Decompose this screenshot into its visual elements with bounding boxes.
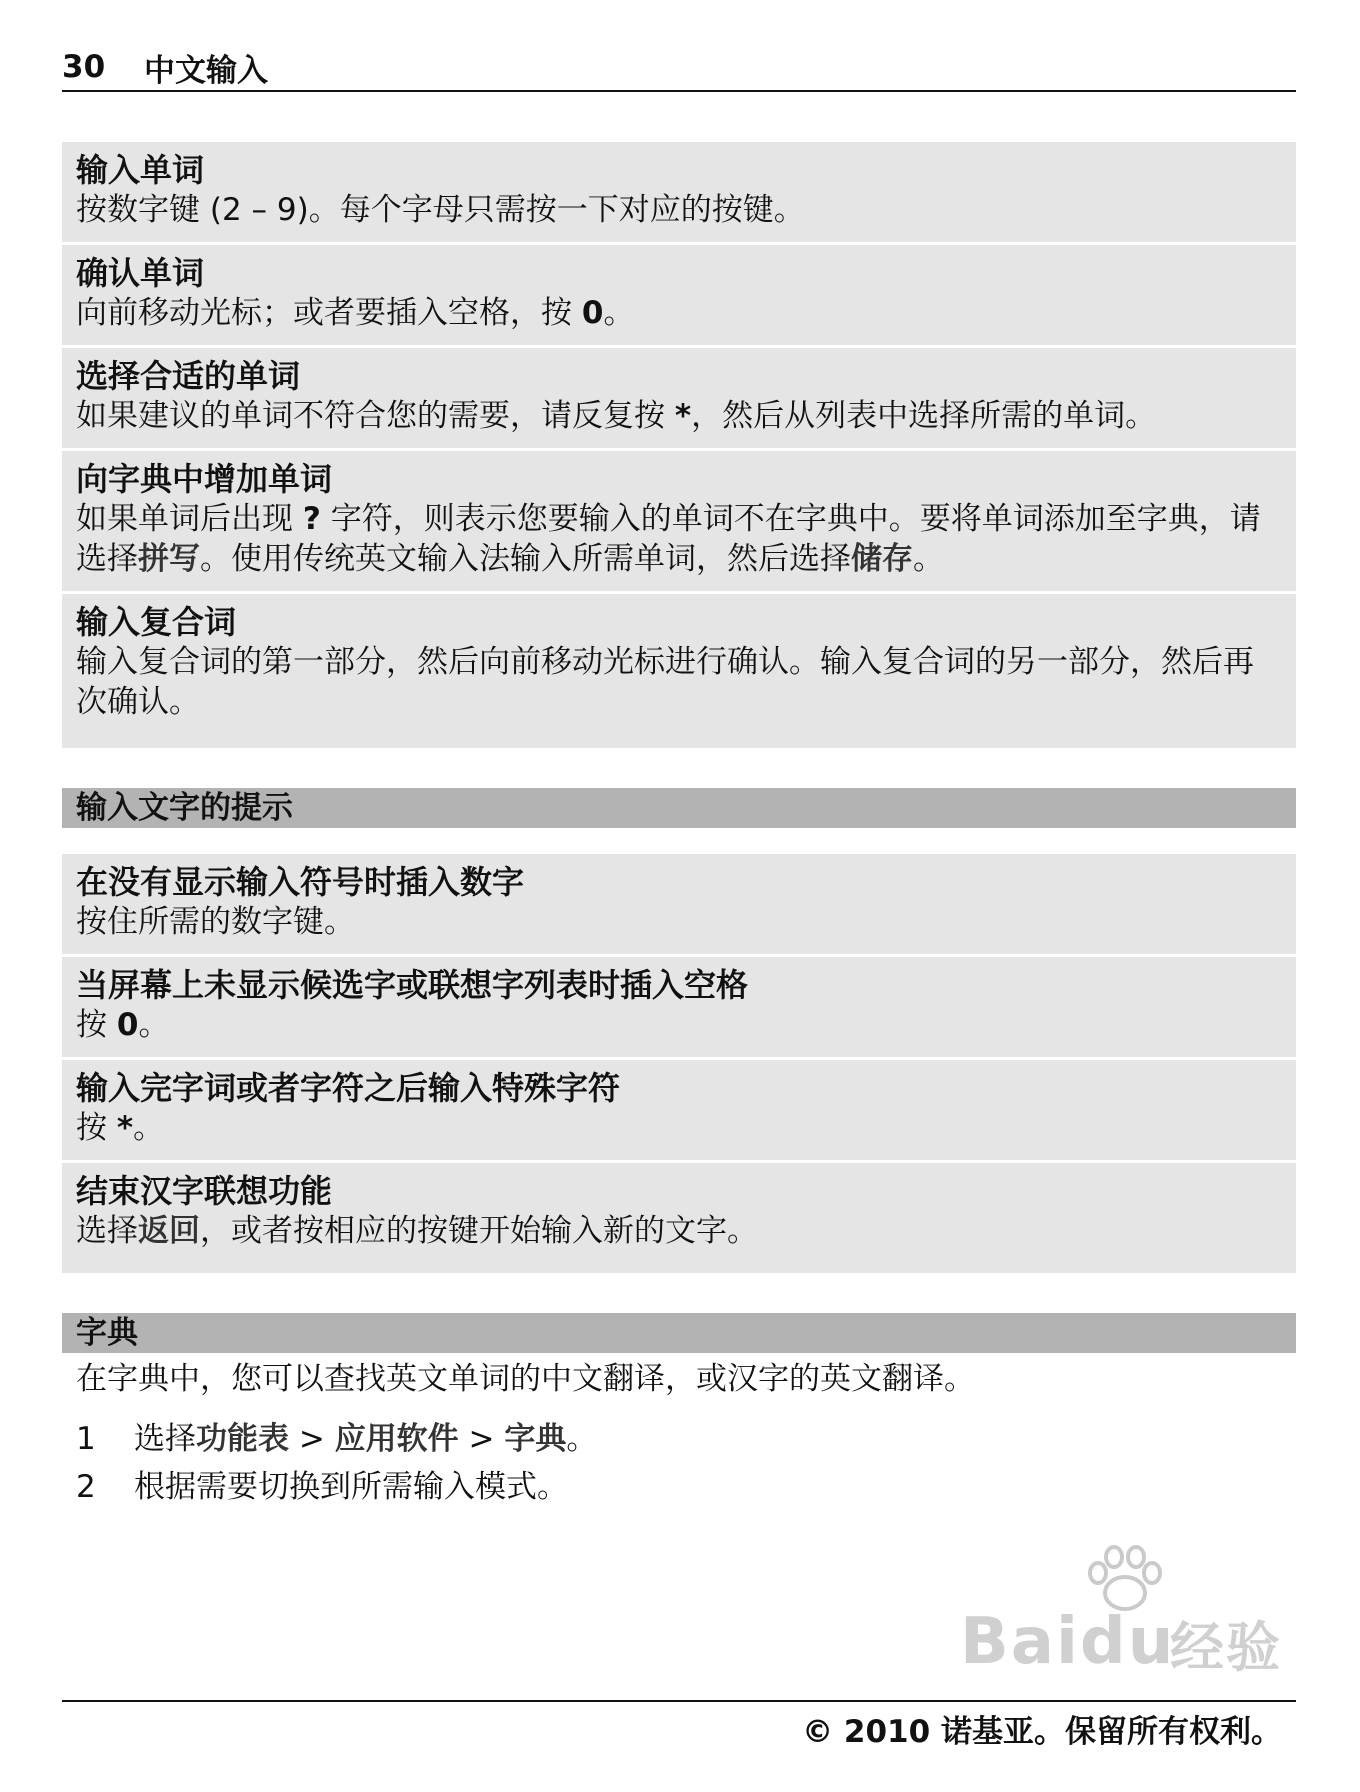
table-row [62,142,1296,242]
table-row [62,954,1296,1057]
table-row [62,448,1296,591]
baidu-watermark [960,1605,1290,1685]
key-label: 0 [581,295,604,331]
row-body: 按 0。 [76,1007,170,1043]
row-body: 如果建议的单词不符合您的需要，请反复按 *，然后从列表中选择所需的单词。 [76,398,1157,434]
page-footer [62,1700,1296,1754]
watermark-suffix: 经验 [1170,1616,1282,1679]
step-number: 1 [76,1421,96,1457]
row-title: 输入复合词 [76,603,237,641]
key-label: * [116,1110,134,1146]
tips-table [62,854,1296,1273]
menu-option: 功能表 [196,1421,289,1457]
step-text: 根据需要切换到所需输入模式。 [134,1469,568,1505]
table-row [62,591,1296,748]
section-heading: 输入文字的提示 [62,788,1296,828]
row-body: 按住所需的数字键。 [76,904,355,940]
section-intro: 在字典中，您可以查找英文单词的中文翻译，或汉字的英文翻译。 [76,1361,975,1397]
watermark-brand: Baidu [960,1605,1176,1679]
menu-option: 字典 [504,1421,567,1457]
row-body: 输入复合词的第一部分，然后向前移动光标进行确认。输入复合词的另一部分，然后再次确认。 [76,644,1254,720]
table-row [62,242,1296,345]
row-body: 如果单词后出现 ? 字符，则表示您要输入的单词不在字典中。要将单词添加至字典，请选择拼写。使用传统英文输入法输入所需单词，然后选择储存。 [76,501,1261,577]
table-row [62,1160,1296,1273]
section-heading: 字典 [62,1313,1296,1353]
row-title: 当屏幕上未显示候选字或联想字列表时插入空格 [76,966,749,1004]
row-title: 输入单词 [76,151,205,189]
input-actions-table [62,142,1296,748]
row-body: 按数字键 (2 – 9)。每个字母只需按一下对应的按键。 [76,192,805,228]
row-body: 选择返回，或者按相应的按键开始输入新的文字。 [76,1213,758,1249]
key-label: 0 [116,1007,139,1043]
key-label: * [674,398,692,434]
list-item [76,1415,1282,1463]
copyright-text: © 2010 诺基亚。保留所有权利。 [802,1714,1282,1750]
row-body: 向前移动光标；或者要插入空格，按 0。 [76,295,635,331]
table-row [62,345,1296,448]
row-title: 输入完字词或者字符之后输入特殊字符 [76,1069,621,1107]
step-text: 选择功能表 > 应用软件 > 字典。 [134,1421,598,1457]
key-label: ? [302,501,321,537]
steps-list [62,1399,1296,1511]
menu-option: 应用软件 [334,1421,459,1457]
page-header [62,44,1296,92]
menu-option: 拼写 [138,541,200,577]
step-number: 2 [76,1469,96,1505]
list-item [76,1463,1282,1511]
row-title: 在没有显示输入符号时插入数字 [76,863,525,901]
row-title: 向字典中增加单词 [76,460,333,498]
manual-page [62,44,1296,1511]
row-title: 结束汉字联想功能 [76,1172,333,1210]
row-body: 按 *。 [76,1110,165,1146]
page-number: 30 [62,49,106,85]
chapter-title: 中文输入 [144,52,268,89]
menu-option: 储存 [851,541,913,577]
table-row [62,1057,1296,1160]
row-title: 选择合适的单词 [76,357,301,395]
row-title: 确认单词 [76,254,205,292]
table-row [62,854,1296,954]
menu-option: 返回 [138,1213,200,1249]
